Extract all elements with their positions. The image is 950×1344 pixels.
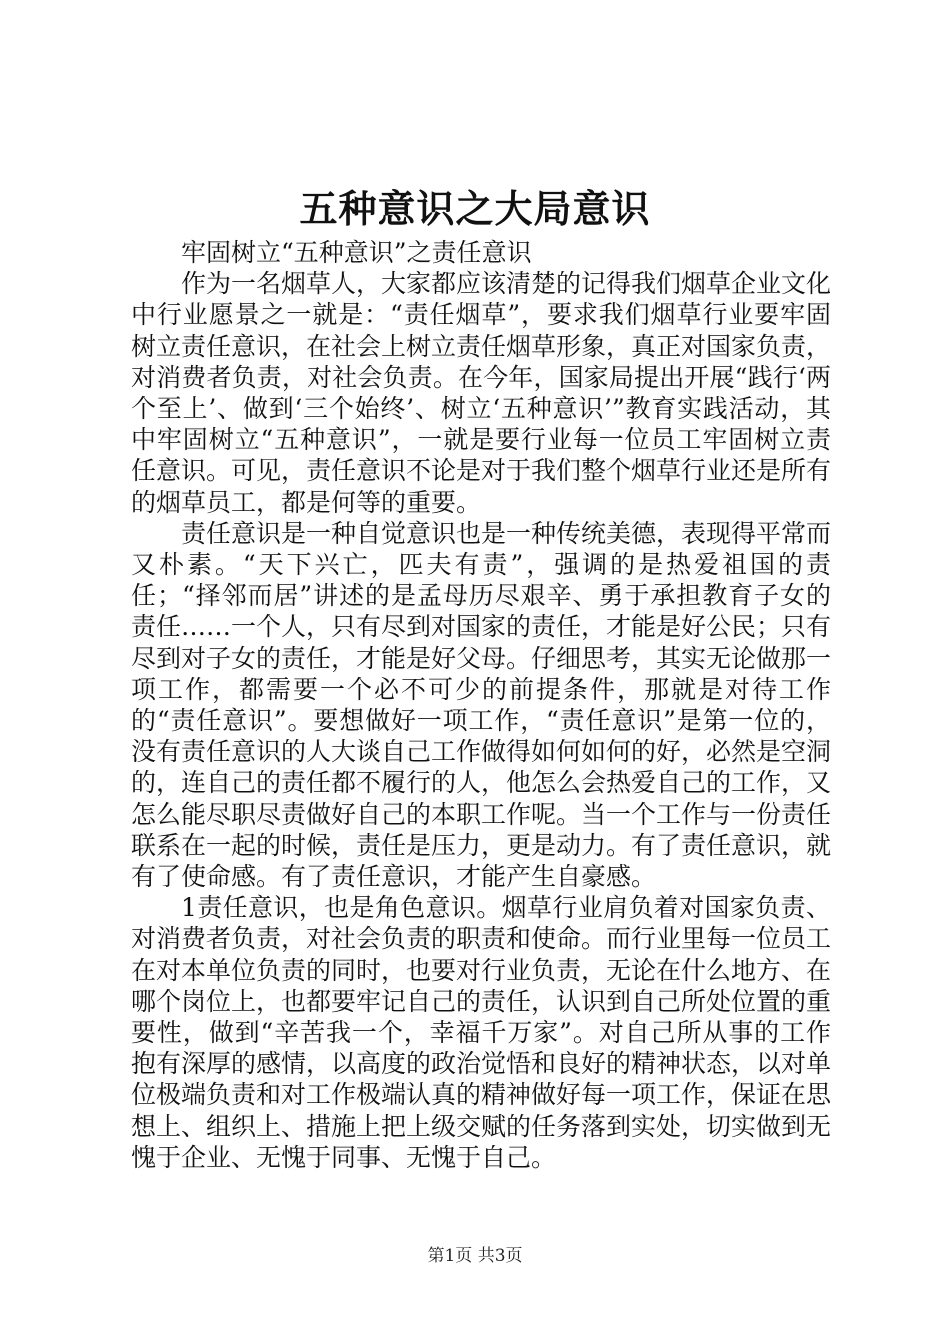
paragraph-3: 1责任意识，也是角色意识。烟草行业肩负着对国家负责、对消费者负责，对社会负责的职责和使命。而行业里每一位员工在对本单位负责的同时，也要对行业负责，无论在什么地方、在哪个岗位上，也都要牢记自己的责任，认识到自己所处位置的重要性，做到“辛苦我一个，幸福千万家”。对自己所从事的工作抱有深厚的感情，以高度的政治觉悟和良好的精神状态，以对单位极端负责和对工作极端认真的精神做好每一项工作，保证在思想上、组织上、措施上把上级交赋的任务落到实处，切实做到无愧于企业、无愧于同事、无愧于自己。 [131, 893, 832, 1172]
section-subtitle: 牢固树立“五种意识”之责任意识 [181, 238, 532, 267]
paragraph-2: 责任意识是一种自觉意识也是一种传统美德，表现得平常而又朴素。“天下兴亡，匹夫有责”，强调的是热爱祖国的责任；“择邻而居”讲述的是孟母历尽艰辛、勇于承担教育子女的责任……一个人，只有尽到对国家的责任，才能是好公民；只有尽到对子女的责任，才能是好父母。仔细思考，其实无论做那一项工作，都需要一个必不可少的前提条件，那就是对待工作的“责任意识”。要想做好一项工作，“责任意识”是第一位的，没有责任意识的人大谈自己工作做得如何如何的好，必然是空洞的，连自己的责任都不履行的人，他怎么会热爱自己的工作，又怎么能尽职尽责做好自己的本职工作呢。当一个工作与一份责任联系在一起的时候，责任是压力，更是动力。有了责任意识，就有了使命感。有了责任意识，才能产生自豪感。 [131, 518, 832, 892]
page-number-footer: 第1页 共3页 [427, 1246, 523, 1266]
document-title: 五种意识之大局意识 [299, 186, 651, 231]
document-body [131, 237, 831, 1173]
paragraph-1: 作为一名烟草人，大家都应该清楚的记得我们烟草企业文化中行业愿景之一就是：“责任烟草”，要求我们烟草行业要牢固树立责任意识，在社会上树立责任烟草形象，真正对国家负责，对消费者负责，对社会负责。在今年，国家局提出开展“践行‘两个至上’、做到‘三个始终’、树立‘五种意识’”教育实践活动，其中牢固树立“五种意识”，一就是要行业每一位员工牢固树立责任意识。可见，责任意识不论是对于我们整个烟草行业还是所有的烟草员工，都是何等的重要。 [131, 269, 832, 517]
